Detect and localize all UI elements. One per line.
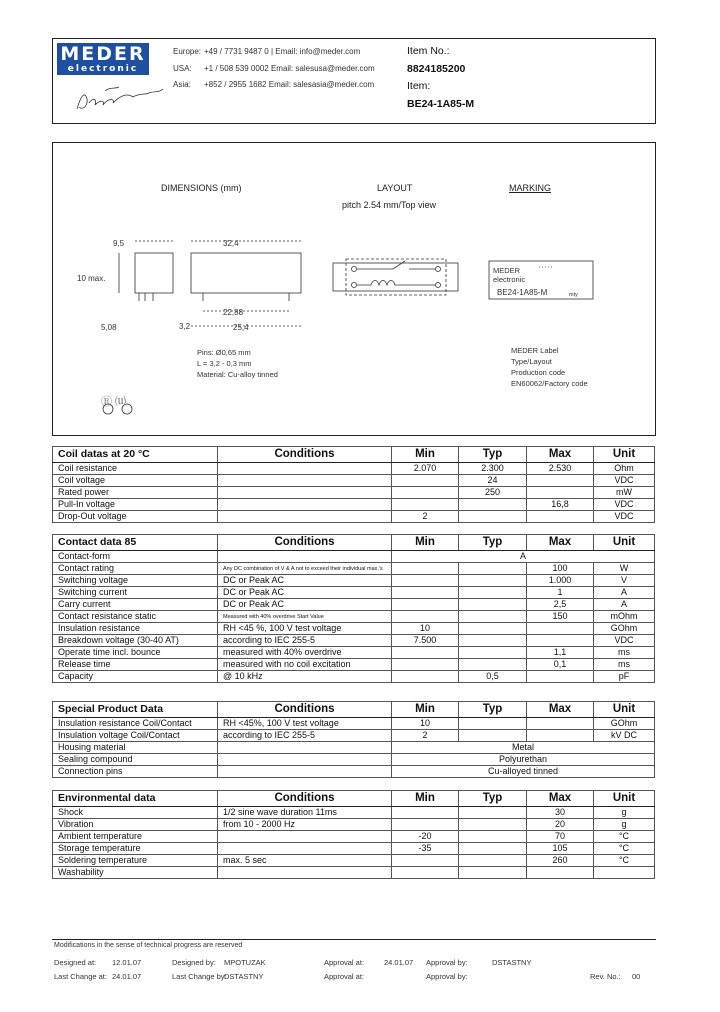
- table-cell: Vibration: [53, 819, 218, 831]
- table-cell: GOhm: [594, 623, 655, 635]
- table-cell: [218, 831, 392, 843]
- table-cell: RH <45%, 100 V test voltage: [218, 718, 392, 730]
- dim-pin-spacing: 22,88: [223, 308, 244, 317]
- table-row: [53, 511, 655, 523]
- table-cell: 250: [459, 487, 527, 499]
- table-cell: Contact rating: [53, 563, 218, 575]
- table-cell: Ohm: [594, 463, 655, 475]
- table-cell: [459, 563, 527, 575]
- item-info: [407, 43, 474, 113]
- table-cell: [459, 659, 527, 671]
- table-cell: [527, 623, 594, 635]
- table-cell: Carry current: [53, 599, 218, 611]
- table-cell: [459, 575, 527, 587]
- column-header: Typ: [459, 535, 527, 551]
- table-cell: A: [594, 599, 655, 611]
- table-row: [53, 635, 655, 647]
- table-cell: [527, 867, 594, 879]
- table-row: [53, 730, 655, 742]
- technical-drawing: [53, 143, 657, 437]
- table-cell: kV DC: [594, 730, 655, 742]
- table-cell: 260: [527, 855, 594, 867]
- item-no-label: Item No.:: [407, 45, 450, 57]
- table-cell: -20: [392, 831, 459, 843]
- column-header: Typ: [459, 702, 527, 718]
- table-cell: Soldering temperature: [53, 855, 218, 867]
- table-row: [53, 718, 655, 730]
- column-header: Conditions: [218, 791, 392, 807]
- dim-pin-length: 3,2: [179, 322, 191, 331]
- document-header: [52, 38, 656, 124]
- table-row: [53, 551, 655, 563]
- column-header: Max: [527, 702, 594, 718]
- column-header: Unit: [594, 702, 655, 718]
- table-cell: 2,5: [527, 599, 594, 611]
- table-cell: [527, 635, 594, 647]
- table-cell: Storage temperature: [53, 843, 218, 855]
- table-row: [53, 754, 655, 766]
- table-cell: Contact resistance static: [53, 611, 218, 623]
- column-header: Typ: [459, 791, 527, 807]
- table-cell: [527, 487, 594, 499]
- table-cell: Any DC combination of V & A not to exceed their individual max.'s: [218, 563, 392, 575]
- table-cell: Sealing compound: [53, 754, 218, 766]
- table-row: [53, 575, 655, 587]
- item-label: Item:: [407, 80, 431, 92]
- marking-part: BE24-1A85-M: [497, 288, 548, 297]
- table-row: [53, 647, 655, 659]
- column-header: Typ: [459, 447, 527, 463]
- table-cell: [392, 867, 459, 879]
- table-header-row: [53, 535, 655, 551]
- table-cell: Coil voltage: [53, 475, 218, 487]
- table-cell: [218, 511, 392, 523]
- table-cell: [218, 867, 392, 879]
- table-cell: max. 5 sec: [218, 855, 392, 867]
- dimensions-title: DIMENSIONS (mm): [161, 183, 242, 193]
- table-row: [53, 807, 655, 819]
- table-cell: [218, 499, 392, 511]
- table-cell: VDC: [594, 499, 655, 511]
- table-cell: [527, 511, 594, 523]
- coil-data-table: [52, 446, 655, 523]
- table-cell: [218, 551, 392, 563]
- marking-meder: MEDER: [493, 266, 521, 275]
- table-cell: from 10 - 2000 Hz: [218, 819, 392, 831]
- item-value: BE24-1A85-M: [407, 97, 475, 110]
- table-cell: A: [594, 587, 655, 599]
- table-row: [53, 463, 655, 475]
- table-cell: measured with 40% overdrive: [218, 647, 392, 659]
- column-header: Min: [392, 791, 459, 807]
- table-cell: GOhm: [594, 718, 655, 730]
- table-cell: [392, 671, 459, 683]
- table-cell: °C: [594, 855, 655, 867]
- table-cell: [218, 843, 392, 855]
- table-cell: RH <45 %, 100 V test voltage: [218, 623, 392, 635]
- table-cell: 2.070: [392, 463, 459, 475]
- table-cell: [392, 475, 459, 487]
- table-cell: 16,8: [527, 499, 594, 511]
- table-row: [53, 819, 655, 831]
- table-row: [53, 475, 655, 487]
- table-row: [53, 599, 655, 611]
- column-header: Conditions: [218, 447, 392, 463]
- table-cell: -35: [392, 843, 459, 855]
- footer-divider: [52, 939, 656, 940]
- table-cell: Switching current: [53, 587, 218, 599]
- drawing-panel: [52, 142, 656, 436]
- table-cell: [392, 659, 459, 671]
- table-cell: 10: [392, 718, 459, 730]
- table-cell: 2: [392, 511, 459, 523]
- table-row: [53, 499, 655, 511]
- table-header-row: [53, 702, 655, 718]
- column-header: Max: [527, 447, 594, 463]
- table-cell: Release time: [53, 659, 218, 671]
- table-cell: mOhm: [594, 611, 655, 623]
- contact-europe: Europe: +49 / 7731 9487 0 | Email: info@meder.com: [173, 47, 361, 56]
- table-cell: 0,1: [527, 659, 594, 671]
- table-cell: Connection pins: [53, 766, 218, 778]
- table-cell: 1,1: [527, 647, 594, 659]
- table-cell: 105: [527, 843, 594, 855]
- table-cell: [459, 611, 527, 623]
- marking-title: MARKING: [509, 183, 552, 193]
- table-row: [53, 563, 655, 575]
- logo-brand: MEDER: [60, 43, 146, 65]
- dim-length: 32,4: [223, 239, 239, 248]
- table-cell: 70: [527, 831, 594, 843]
- column-header: Max: [527, 791, 594, 807]
- table-cell-merged: A: [392, 551, 655, 563]
- dim-pin-offset: 5,08: [101, 323, 117, 332]
- table-cell: [392, 575, 459, 587]
- table-cell: [527, 730, 594, 742]
- column-header: Min: [392, 447, 459, 463]
- table-cell: [459, 843, 527, 855]
- table-cell: [218, 742, 392, 754]
- table-cell: [459, 718, 527, 730]
- table-cell-merged: Cu-alloyed tinned: [392, 766, 655, 778]
- relay-front-view: [191, 253, 301, 293]
- table-cell: [392, 807, 459, 819]
- table-cell: [392, 499, 459, 511]
- table-cell: [527, 718, 594, 730]
- special-product-table: [52, 701, 655, 778]
- table-cell: VDC: [594, 635, 655, 647]
- table-cell: °C: [594, 831, 655, 843]
- contact-block: [173, 44, 375, 94]
- column-header: Min: [392, 535, 459, 551]
- column-header: Unit: [594, 447, 655, 463]
- table-cell: 1: [527, 587, 594, 599]
- table-cell: 20: [527, 819, 594, 831]
- table-cell: Insulation resistance: [53, 623, 218, 635]
- table-cell: 24: [459, 475, 527, 487]
- table-cell: 1.000: [527, 575, 594, 587]
- column-header: Unit: [594, 535, 655, 551]
- table-cell: 2.300: [459, 463, 527, 475]
- slogan-signature: [75, 81, 165, 115]
- table-cell: [459, 807, 527, 819]
- table-cell: Rated power: [53, 487, 218, 499]
- table-cell: measured with no coil excitation: [218, 659, 392, 671]
- table-cell: Capacity: [53, 671, 218, 683]
- contact-asia: Asia: +852 / 2955 1682 Email: salesasia@meder.com: [173, 80, 375, 89]
- table-cell: Insulation voltage Coil/Contact: [53, 730, 218, 742]
- table-cell: [218, 487, 392, 499]
- dim-width-side: 9,5: [113, 239, 125, 248]
- table-cell: [459, 730, 527, 742]
- table-row: [53, 843, 655, 855]
- column-header: Max: [527, 535, 594, 551]
- relay-side-view: [135, 253, 173, 293]
- table-cell: [392, 819, 459, 831]
- table-cell: [527, 475, 594, 487]
- table-cell: [392, 611, 459, 623]
- table-row: [53, 831, 655, 843]
- table-cell: Contact-form: [53, 551, 218, 563]
- table-cell: according to IEC 255-5: [218, 635, 392, 647]
- table-cell: pF: [594, 671, 655, 683]
- table-row: [53, 742, 655, 754]
- table-row: [53, 587, 655, 599]
- table-cell: ms: [594, 659, 655, 671]
- table-row: [53, 623, 655, 635]
- table-row: [53, 487, 655, 499]
- column-header: Conditions: [218, 702, 392, 718]
- table-row: [53, 611, 655, 623]
- table-cell: 1/2 sine wave duration 11ms: [218, 807, 392, 819]
- table-cell-merged: Polyurethan: [392, 754, 655, 766]
- table-cell: Drop-Out voltage: [53, 511, 218, 523]
- marking-electronic: electronic: [493, 275, 526, 284]
- table-cell: [392, 599, 459, 611]
- table-row: [53, 671, 655, 683]
- approval-marks: Ⓡ ⒰: [101, 396, 127, 408]
- column-header: Environmental data: [53, 791, 218, 807]
- table-cell: 150: [527, 611, 594, 623]
- table-cell: 100: [527, 563, 594, 575]
- table-cell: Operate time incl. bounce: [53, 647, 218, 659]
- table-cell: [459, 831, 527, 843]
- table-cell: Breakdown voltage (30-40 AT): [53, 635, 218, 647]
- environmental-table: [52, 790, 655, 879]
- meder-logo: [57, 43, 149, 75]
- table-cell: V: [594, 575, 655, 587]
- table-cell: °C: [594, 843, 655, 855]
- table-cell: [218, 766, 392, 778]
- table-row: [53, 659, 655, 671]
- contact-data-table: [52, 534, 655, 683]
- table-cell: [459, 855, 527, 867]
- table-cell: [392, 647, 459, 659]
- table-cell: [459, 623, 527, 635]
- table-cell: [459, 511, 527, 523]
- table-cell: [459, 499, 527, 511]
- table-cell: according to IEC 255-5: [218, 730, 392, 742]
- table-cell: Pull-In voltage: [53, 499, 218, 511]
- column-header: Unit: [594, 791, 655, 807]
- table-cell: [459, 647, 527, 659]
- table-cell: DC or Peak AC: [218, 575, 392, 587]
- table-cell: [527, 671, 594, 683]
- table-cell: Measured with 40% overdrive Start Value: [218, 611, 392, 623]
- table-cell: 0,5: [459, 671, 527, 683]
- dim-height: 10 max.: [77, 274, 106, 283]
- table-cell: [392, 487, 459, 499]
- table-row: [53, 867, 655, 879]
- table-cell: [594, 867, 655, 879]
- logo-sub: electronic: [67, 64, 139, 74]
- table-cell: g: [594, 807, 655, 819]
- table-cell: Housing material: [53, 742, 218, 754]
- table-cell: [218, 463, 392, 475]
- table-cell: W: [594, 563, 655, 575]
- table-cell: mW: [594, 487, 655, 499]
- modification-note: Modifications in the sense of technical progress are reserved: [54, 942, 243, 949]
- item-no-value: 8824185200: [407, 62, 466, 75]
- table-cell: 30: [527, 807, 594, 819]
- table-cell: [218, 754, 392, 766]
- table-cell: [459, 819, 527, 831]
- table-header-row: [53, 447, 655, 463]
- layout-subtitle: pitch 2.54 mm/Top view: [342, 200, 437, 210]
- table-cell: Coil resistance: [53, 463, 218, 475]
- pin-notes: Pins: Ø0,65 mm L = 3,2 - 0,3 mm Material: Cu-alloy tinned: [197, 348, 278, 379]
- table-cell: [459, 587, 527, 599]
- dim-pitch-total: 25,4: [233, 323, 249, 332]
- table-cell: [218, 475, 392, 487]
- table-cell: [459, 867, 527, 879]
- table-row: [53, 855, 655, 867]
- table-cell: 10: [392, 623, 459, 635]
- table-cell: Shock: [53, 807, 218, 819]
- table-cell: [459, 599, 527, 611]
- table-cell: [459, 635, 527, 647]
- table-cell: 2.530: [527, 463, 594, 475]
- marking-legend: MEDER Label Type/Layout Production code EN60062/Factory code: [511, 346, 588, 388]
- table-row: [53, 766, 655, 778]
- table-cell: [392, 855, 459, 867]
- table-cell: Insulation resistance Coil/Contact: [53, 718, 218, 730]
- marking-date: mty: [569, 292, 578, 298]
- contact-usa: USA: +1 / 508 539 0002 Email: salesusa@meder.com: [173, 63, 375, 73]
- table-cell: Washability: [53, 867, 218, 879]
- table-cell: 7.500: [392, 635, 459, 647]
- column-header: Min: [392, 702, 459, 718]
- table-cell: Ambient temperature: [53, 831, 218, 843]
- layout-title: LAYOUT: [377, 183, 413, 193]
- table-cell: VDC: [594, 511, 655, 523]
- table-cell: Switching voltage: [53, 575, 218, 587]
- table-cell: 2: [392, 730, 459, 742]
- table-cell: [392, 587, 459, 599]
- column-header: Conditions: [218, 535, 392, 551]
- column-header: Special Product Data: [53, 702, 218, 718]
- table-cell-merged: Metal: [392, 742, 655, 754]
- table-cell: [392, 563, 459, 575]
- table-cell: DC or Peak AC: [218, 587, 392, 599]
- column-header: Coil datas at 20 °C: [53, 447, 218, 463]
- table-cell: ms: [594, 647, 655, 659]
- table-header-row: [53, 791, 655, 807]
- table-cell: g: [594, 819, 655, 831]
- table-cell: DC or Peak AC: [218, 599, 392, 611]
- column-header: Contact data 85: [53, 535, 218, 551]
- table-cell: @ 10 kHz: [218, 671, 392, 683]
- table-cell: VDC: [594, 475, 655, 487]
